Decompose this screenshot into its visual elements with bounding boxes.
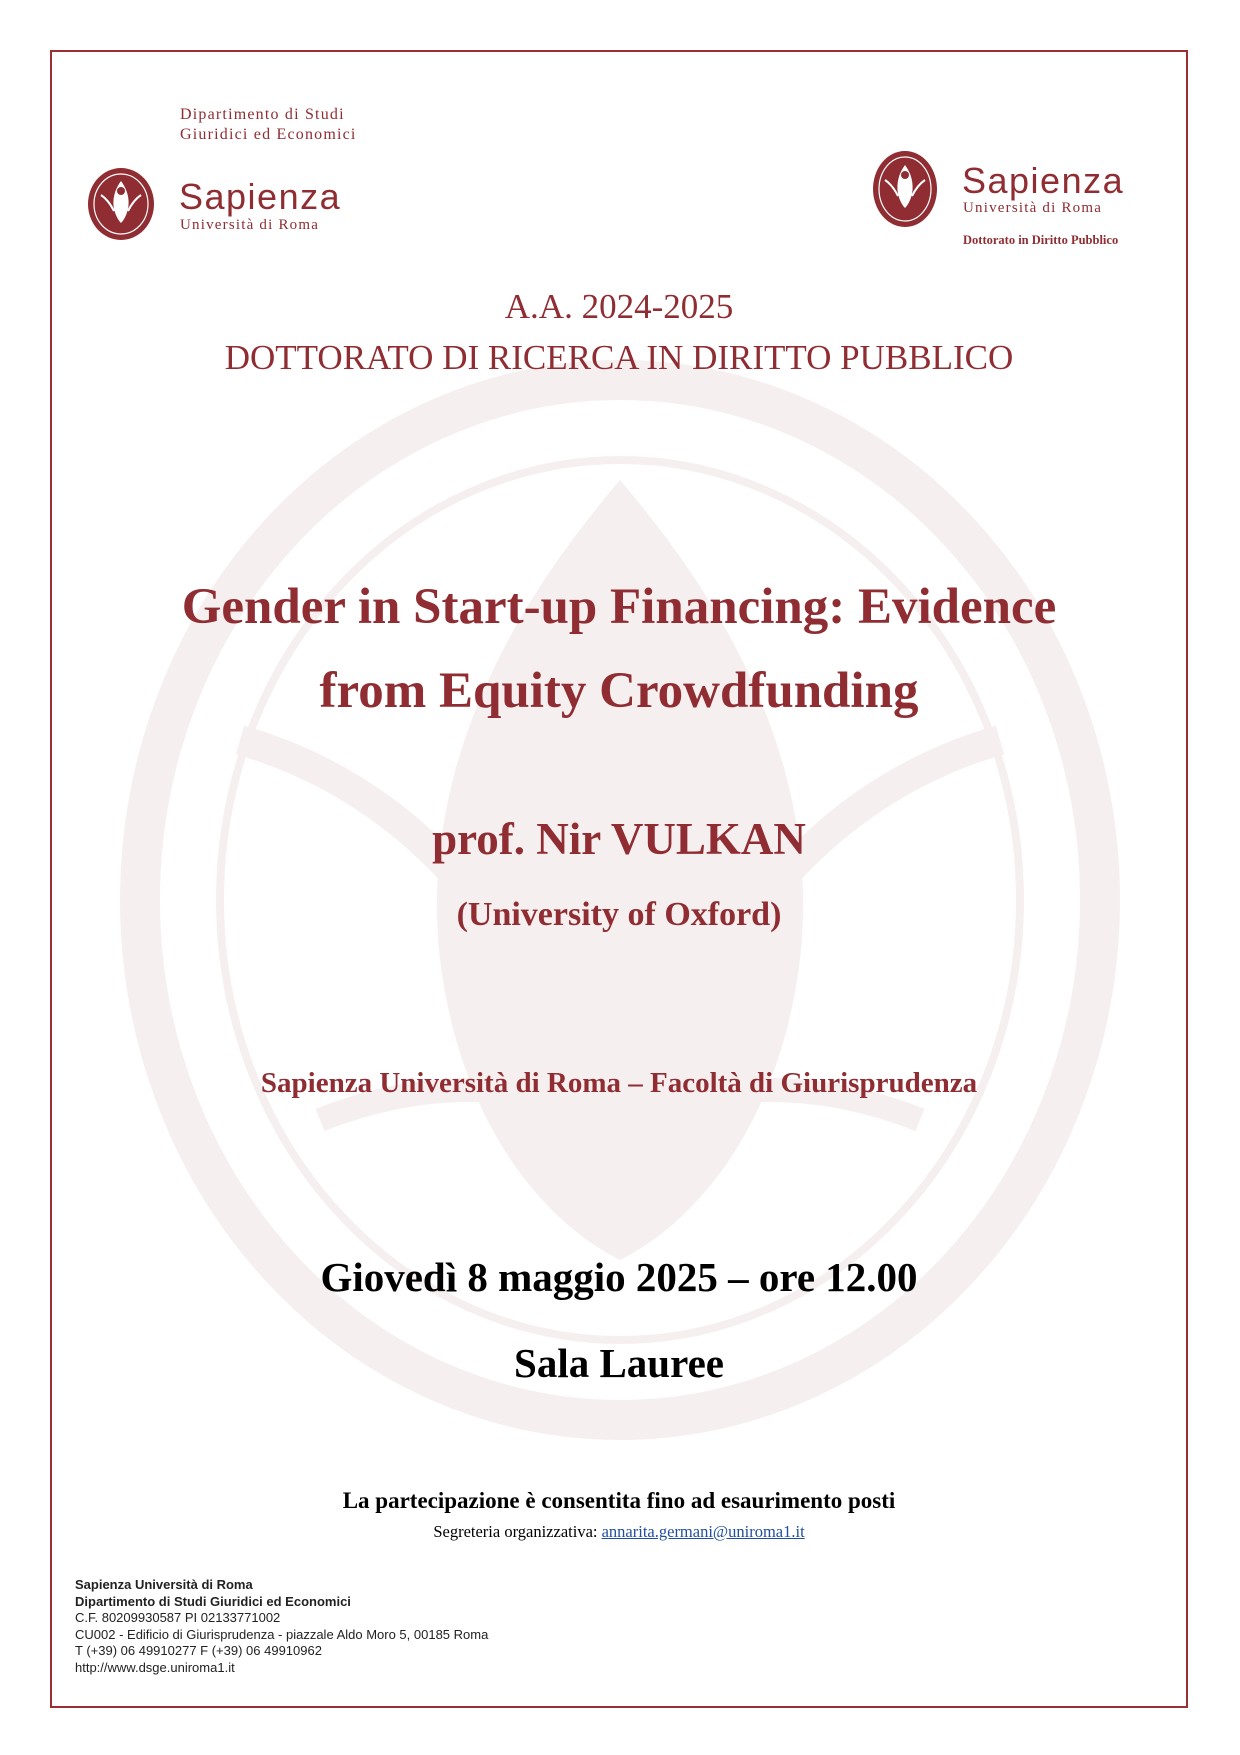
sapienza-seal-icon — [872, 150, 938, 228]
secretary-label: Segreteria organizzativa: — [433, 1522, 598, 1541]
venue: Sapienza Università di Roma – Facoltà di Giurisprudenza — [260, 1067, 978, 1099]
sapienza-logo-subtitle-right: Università di Roma — [963, 200, 1103, 216]
footer-line-building: CU002 - Edificio di Giurisprudenza - piazzale Aldo Moro 5, 00185 Roma — [75, 1626, 489, 1642]
footer-line-website: http://www.dsge.uniroma1.it — [75, 1659, 235, 1675]
speaker-affiliation: (University of Oxford) — [456, 896, 782, 933]
participation-note: La partecipazione è consentita fino ad esaurimento posti — [342, 1488, 896, 1513]
secretary-email-link[interactable]: annarita.germani@uniroma1.it — [601, 1522, 805, 1541]
sapienza-seal-icon — [87, 167, 155, 241]
sapienza-logo-word: Sapienza — [179, 176, 342, 217]
event-title-line-1: Gender in Start-up Financing: Evidence — [181, 579, 1057, 635]
department-name-line-1: Dipartimento di Studi — [180, 106, 345, 123]
footer-line-university: Sapienza Università di Roma — [75, 1577, 253, 1592]
program-note: Dottorato in Diritto Pubblico — [963, 233, 1119, 247]
event-room: Sala Lauree — [514, 1340, 724, 1386]
footer-line-tax: C.F. 80209930587 PI 02133771002 — [75, 1610, 281, 1625]
sapienza-logo-word-right: Sapienza — [962, 160, 1125, 201]
footer-address — [75, 1577, 488, 1676]
event-datetime: Giovedì 8 maggio 2025 – ore 12.00 — [320, 1254, 918, 1300]
event-title — [50, 565, 1188, 733]
speaker-name: prof. Nir VULKAN — [432, 814, 806, 864]
department-name-line-2: Giuridici ed Economici — [180, 126, 357, 143]
footer-line-phone: T (+39) 06 49910277 F (+39) 06 49910962 — [75, 1643, 322, 1658]
program-title: DOTTORATO DI RICERCA IN DIRITTO PUBBLICO — [224, 338, 1014, 377]
event-title-line-2: from Equity Crowdfunding — [319, 663, 919, 719]
sapienza-logo-subtitle: Università di Roma — [180, 217, 320, 233]
academic-year: A.A. 2024-2025 — [504, 287, 734, 326]
secretary-line — [50, 1522, 1188, 1542]
footer-line-department: Dipartimento di Studi Giuridici ed Economici — [75, 1593, 351, 1609]
